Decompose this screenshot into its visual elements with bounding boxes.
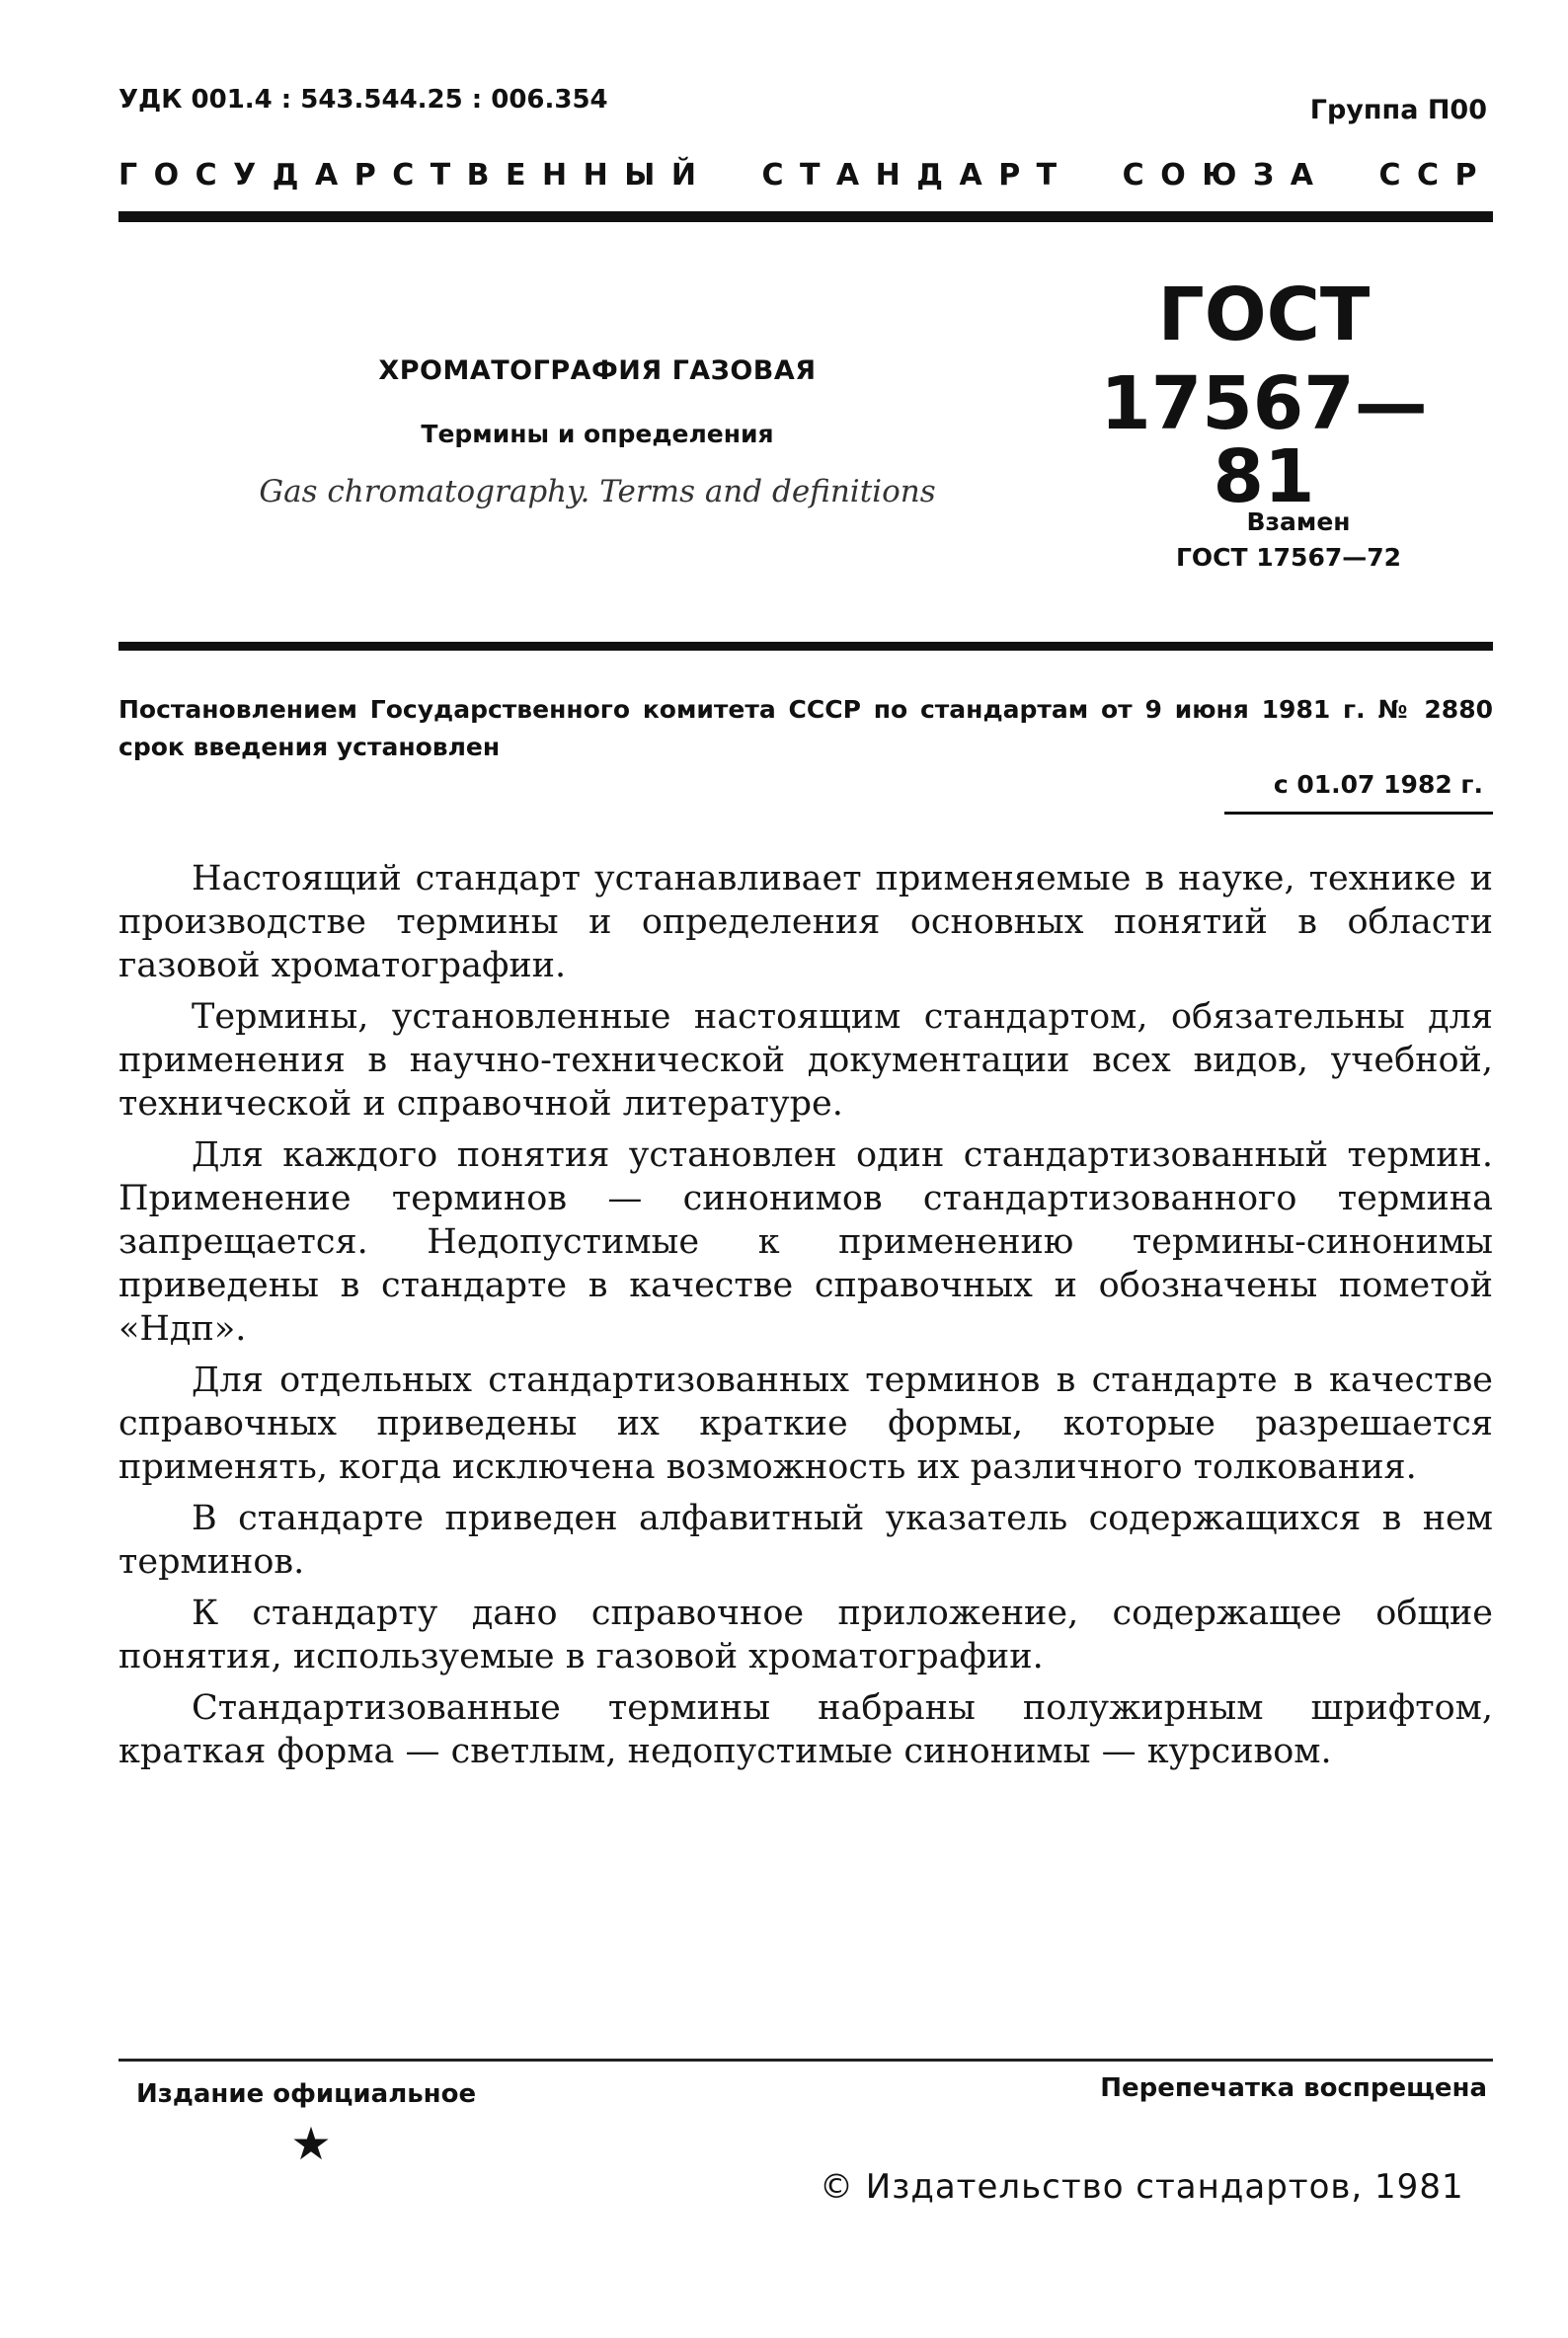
- english-title: Gas chromatography. Terms and definitions: [259, 474, 936, 509]
- star-icon: ★: [290, 2117, 332, 2170]
- body-paragraph: Термины, установленные настоящим стандартом, обязательны для применения в научно-технической документации всех видов, учебной, технической и справочной литературе.: [118, 997, 1493, 1124]
- replaces-label: Взамен: [1246, 507, 1351, 536]
- replaced-standard: ГОСТ 17567—72: [1175, 543, 1402, 572]
- body-paragraph: Для отдельных стандартизованных терминов в стандарте в качестве справочных приведены их краткие формы, которые разрешается применять, когда исключена возможность их различного толкования.: [118, 1361, 1493, 1487]
- state-standard-word: СОЮЗА: [1122, 158, 1330, 193]
- document-subtitle: Термины и определения: [421, 420, 774, 448]
- body-paragraph: В стандарте приведен алфавитный указатель содержащихся в нем терминов.: [118, 1499, 1493, 1582]
- group-code: Группа П00: [1309, 95, 1487, 125]
- gost-number: 17567—81: [1100, 361, 1428, 519]
- body-paragraph: Настоящий стандарт устанавливает применяемые в науке, технике и производстве термины и определения основных понятий в области газовой хроматографии.: [118, 859, 1493, 985]
- state-standard-word: ГОСУДАРСТВЕННЫЙ: [118, 158, 713, 193]
- header-rule: [118, 211, 1493, 222]
- state-standard-word: ССР: [1378, 158, 1493, 193]
- document-title: ХРОМАТОГРАФИЯ ГАЗОВАЯ: [378, 355, 817, 386]
- title-rule: [118, 642, 1493, 651]
- decree-text: Постановлением Государственного комитета СССР по стандартам от 9 июня 1981 г. № 2880 срок введения установлен: [118, 695, 1493, 761]
- reprint-prohibited-label: Перепечатка воспрещена: [1100, 2073, 1487, 2103]
- effective-date-underline: [1224, 812, 1493, 815]
- state-standard-heading: [118, 158, 1493, 193]
- gost-label: ГОСТ: [1157, 273, 1371, 357]
- publisher-copyright: © Издательство стандартов, 1981: [820, 2167, 1464, 2207]
- effective-date: с 01.07 1982 г.: [1273, 770, 1483, 799]
- footer-rule: [118, 2059, 1493, 2062]
- body-paragraph: К стандарту дано справочное приложение, содержащее общие понятия, используемые в газовой хроматографии.: [118, 1594, 1493, 1676]
- official-edition-label: Издание официальное: [136, 2079, 477, 2109]
- state-standard-word: СТАНДАРТ: [761, 158, 1073, 193]
- udk-code: УДК 001.4 : 543.544.25 : 006.354: [118, 85, 608, 115]
- body-paragraph: Стандартизованные термины набраны полужирным шрифтом, краткая форма — светлым, недопустимые синонимы — курсивом.: [118, 1688, 1493, 1771]
- body-text: [118, 857, 1493, 1773]
- body-paragraph: Для каждого понятия установлен один стандартизованный термин. Применение терминов — синонимов стандартизованного термина запрещается. Недопустимые к применению термины-синонимы приведены в стандарте в качестве справочных и обозначены пометой «Ндп».: [118, 1135, 1493, 1349]
